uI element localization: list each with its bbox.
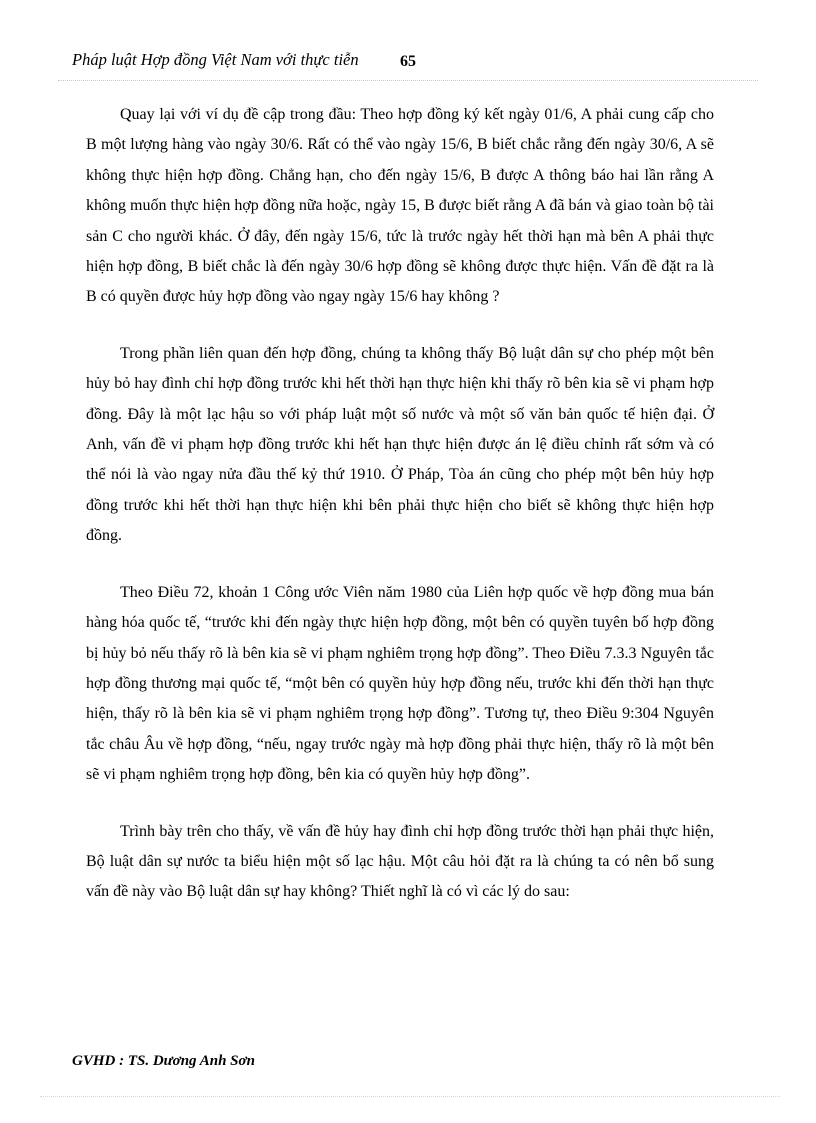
page-number: 65 (400, 53, 416, 70)
paragraph-civil-code: Trong phần liên quan đến hợp đồng, chúng ta không thấy Bộ luật dân sự cho phép một bên hủy bỏ hay đình chỉ hợp đồng trước khi hết thời hạn thực hiện khi thấy rõ bên kia sẽ vi phạm hợp đồng. Đây là một lạc hậu so với pháp luật một số nước và một số văn bản quốc tế hiện đại. Ở Anh, vấn đề vi phạm hợp đồng trước khi hết hạn thực hiện được án lệ điều chỉnh rất sớm và có thể nói là vào ngay nửa đầu thế kỷ thứ 1910. Ở Pháp, Tòa án cũng cho phép một bên hủy hợp đồng trước khi hết thời hạn thực hiện khi bên phải thực hiện cho biết sẽ không thực hiện hợp đồng. (86, 344, 714, 545)
running-title: Pháp luật Hợp đồng Việt Nam với thực tiễn (72, 50, 359, 69)
paragraph-example: Quay lại với ví dụ đề cập trong đầu: Theo hợp đồng ký kết ngày 01/6, A phải cung cấp cho B một lượng hàng vào ngày 30/6. Rất có thể vào ngày 15/6, B biết chắc rằng đến ngày 30/6, A sẽ không thực hiện hợp đồng. Chẳng hạn, cho đến ngày 15/6, B được A thông báo hai lần rằng A không muốn thực hiện hợp đồng nữa hoặc, ngày 15, B được biết rằng A đã bán và giao toàn bộ tài sản C cho người khác. Ở đây, đến ngày 15/6, tức là trước ngày hết thời hạn mà bên A phải thực hiện hợp đồng, B biết chắc là đến ngày 30/6 hợp đồng sẽ không được thực hiện. Vấn đề đặt ra là B có quyền được hủy hợp đồng vào ngay ngày 15/6 hay không ? (86, 106, 714, 306)
paragraph-conclusion: Trình bày trên cho thấy, về vấn đề hủy hay đình chỉ hợp đồng trước thời hạn phải thực hiện, Bộ luật dân sự nước ta biểu hiện một số lạc hậu. Một câu hỏi đặt ra là chúng ta có nên bổ sung vấn đề này vào Bộ luật dân sự hay không? Thiết nghĩ là có vì các lý do sau: (86, 822, 714, 901)
footer-divider (40, 1096, 780, 1097)
header-divider (58, 80, 758, 81)
document-body (86, 100, 714, 934)
page-header (72, 50, 672, 74)
page-footer: GVHD : TS. Dương Anh Sơn (72, 1053, 255, 1069)
paragraph-international-law: Theo Điều 72, khoản 1 Công ước Viên năm 1980 của Liên hợp quốc về hợp đồng mua bán hàng hóa quốc tế, “trước khi đến ngày thực hiện hợp đồng, một bên có quyền tuyên bố hợp đồng bị hủy bỏ nếu thấy rõ là bên kia sẽ vi phạm nghiêm trọng hợp đồng”. Theo Điều 7.3.3 Nguyên tắc hợp đồng thương mại quốc tế, “một bên có quyền hủy hợp đồng nếu, trước khi đến thời hạn thực hiện, thấy rõ là bên kia sẽ vi phạm nghiêm trọng hợp đồng”. Tương tự, theo Điều 9:304 Nguyên tắc châu Âu về hợp đồng, “nếu, ngay trước ngày mà hợp đồng phải thực hiện, thấy rõ là một bên sẽ vi phạm nghiêm trọng hợp đồng, bên kia có quyền hủy hợp đồng”. (86, 583, 714, 784)
